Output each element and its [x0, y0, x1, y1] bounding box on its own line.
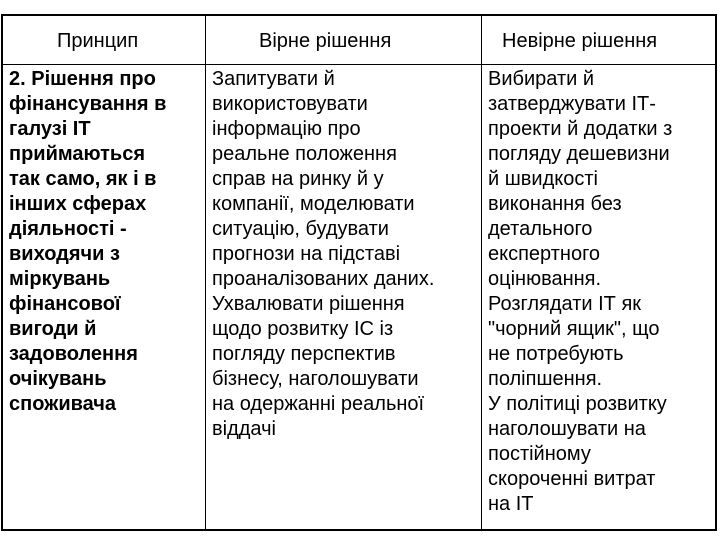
incorrect-decision-text-line: погляду дешевизни: [488, 143, 670, 165]
principle-text-line: інших сферах: [9, 193, 147, 215]
incorrect-decision-text-line: "чорний ящик", що: [488, 318, 660, 340]
correct-decision-text-line: інформацію про: [212, 118, 361, 140]
incorrect-decision-text-line: скороченні витрат: [488, 468, 656, 490]
principle-text-line: виходячи з: [9, 243, 120, 265]
header-principle: Принцип: [57, 30, 139, 52]
principle-text-line: діяльності -: [9, 218, 127, 240]
column-divider-2: [481, 16, 482, 529]
principle-text-line: вигоди й: [9, 318, 97, 340]
incorrect-decision-text-line: на ІТ: [488, 493, 534, 515]
principle-text-line: так само, як і в: [9, 168, 157, 190]
principle-text-line: задоволення: [9, 343, 138, 365]
incorrect-decision-text-line: затверджувати ІТ-: [488, 93, 656, 115]
principle-text-line: фінансової: [9, 293, 121, 315]
correct-decision-text-line: щодо розвитку ІС із: [212, 318, 394, 340]
principle-text-line: 2. Рішення про: [9, 68, 156, 90]
principle-text-line: приймаються: [9, 143, 146, 165]
incorrect-decision-text-line: Вибирати й: [488, 68, 595, 90]
principle-text-line: фінансування в: [9, 93, 167, 115]
comparison-table: [1, 14, 717, 531]
incorrect-decision-text-line: У політиці розвитку: [488, 393, 667, 415]
incorrect-decision-text-line: оцінювання.: [488, 268, 602, 290]
correct-decision-text-line: Ухвалювати рішення: [212, 293, 405, 315]
incorrect-decision-cell: [488, 67, 716, 517]
principle-text-line: галузі ІТ: [9, 118, 91, 140]
correct-decision-text-line: справ на ринку й у: [212, 168, 384, 190]
incorrect-decision-text-line: експертного: [488, 243, 601, 265]
incorrect-decision-text-line: проекти й додатки з: [488, 118, 673, 140]
principle-text-line: очікувань: [9, 368, 107, 390]
incorrect-decision-text-line: наголошувати на: [488, 418, 646, 440]
correct-decision-text-line: на одержанні реальної: [212, 393, 425, 415]
correct-decision-text-line: ситуацію, будувати: [212, 218, 389, 240]
correct-decision-text-line: прогнози на підставі: [212, 243, 401, 265]
correct-decision-text-line: погляду перспектив: [212, 343, 396, 365]
correct-decision-text-line: проаналізованих даних.: [212, 268, 435, 290]
incorrect-decision-text-line: детального: [488, 218, 593, 240]
correct-decision-text-line: компанії, моделювати: [212, 193, 415, 215]
header-correct-decision: Вірне рішення: [259, 30, 392, 52]
correct-decision-cell: [212, 67, 480, 442]
incorrect-decision-text-line: не потребують: [488, 343, 624, 365]
correct-decision-text-line: реальне положення: [212, 143, 397, 165]
incorrect-decision-text-line: й швидкості: [488, 168, 598, 190]
principle-text-line: міркувань: [9, 268, 111, 290]
header-incorrect-decision: Невірне рішення: [502, 30, 658, 52]
correct-decision-text-line: бізнесу, наголошувати: [212, 368, 419, 390]
incorrect-decision-text-line: постійному: [488, 443, 591, 465]
principle-cell: [9, 67, 203, 417]
correct-decision-text-line: Запитувати й: [212, 68, 335, 90]
column-divider-1: [205, 16, 206, 529]
correct-decision-text-line: віддачі: [212, 418, 276, 440]
incorrect-decision-text-line: Розглядати ІТ як: [488, 293, 642, 315]
incorrect-decision-text-line: виконання без: [488, 193, 622, 215]
incorrect-decision-text-line: поліпшення.: [488, 368, 603, 390]
correct-decision-text-line: використовувати: [212, 93, 368, 115]
principle-text-line: споживача: [9, 393, 117, 415]
